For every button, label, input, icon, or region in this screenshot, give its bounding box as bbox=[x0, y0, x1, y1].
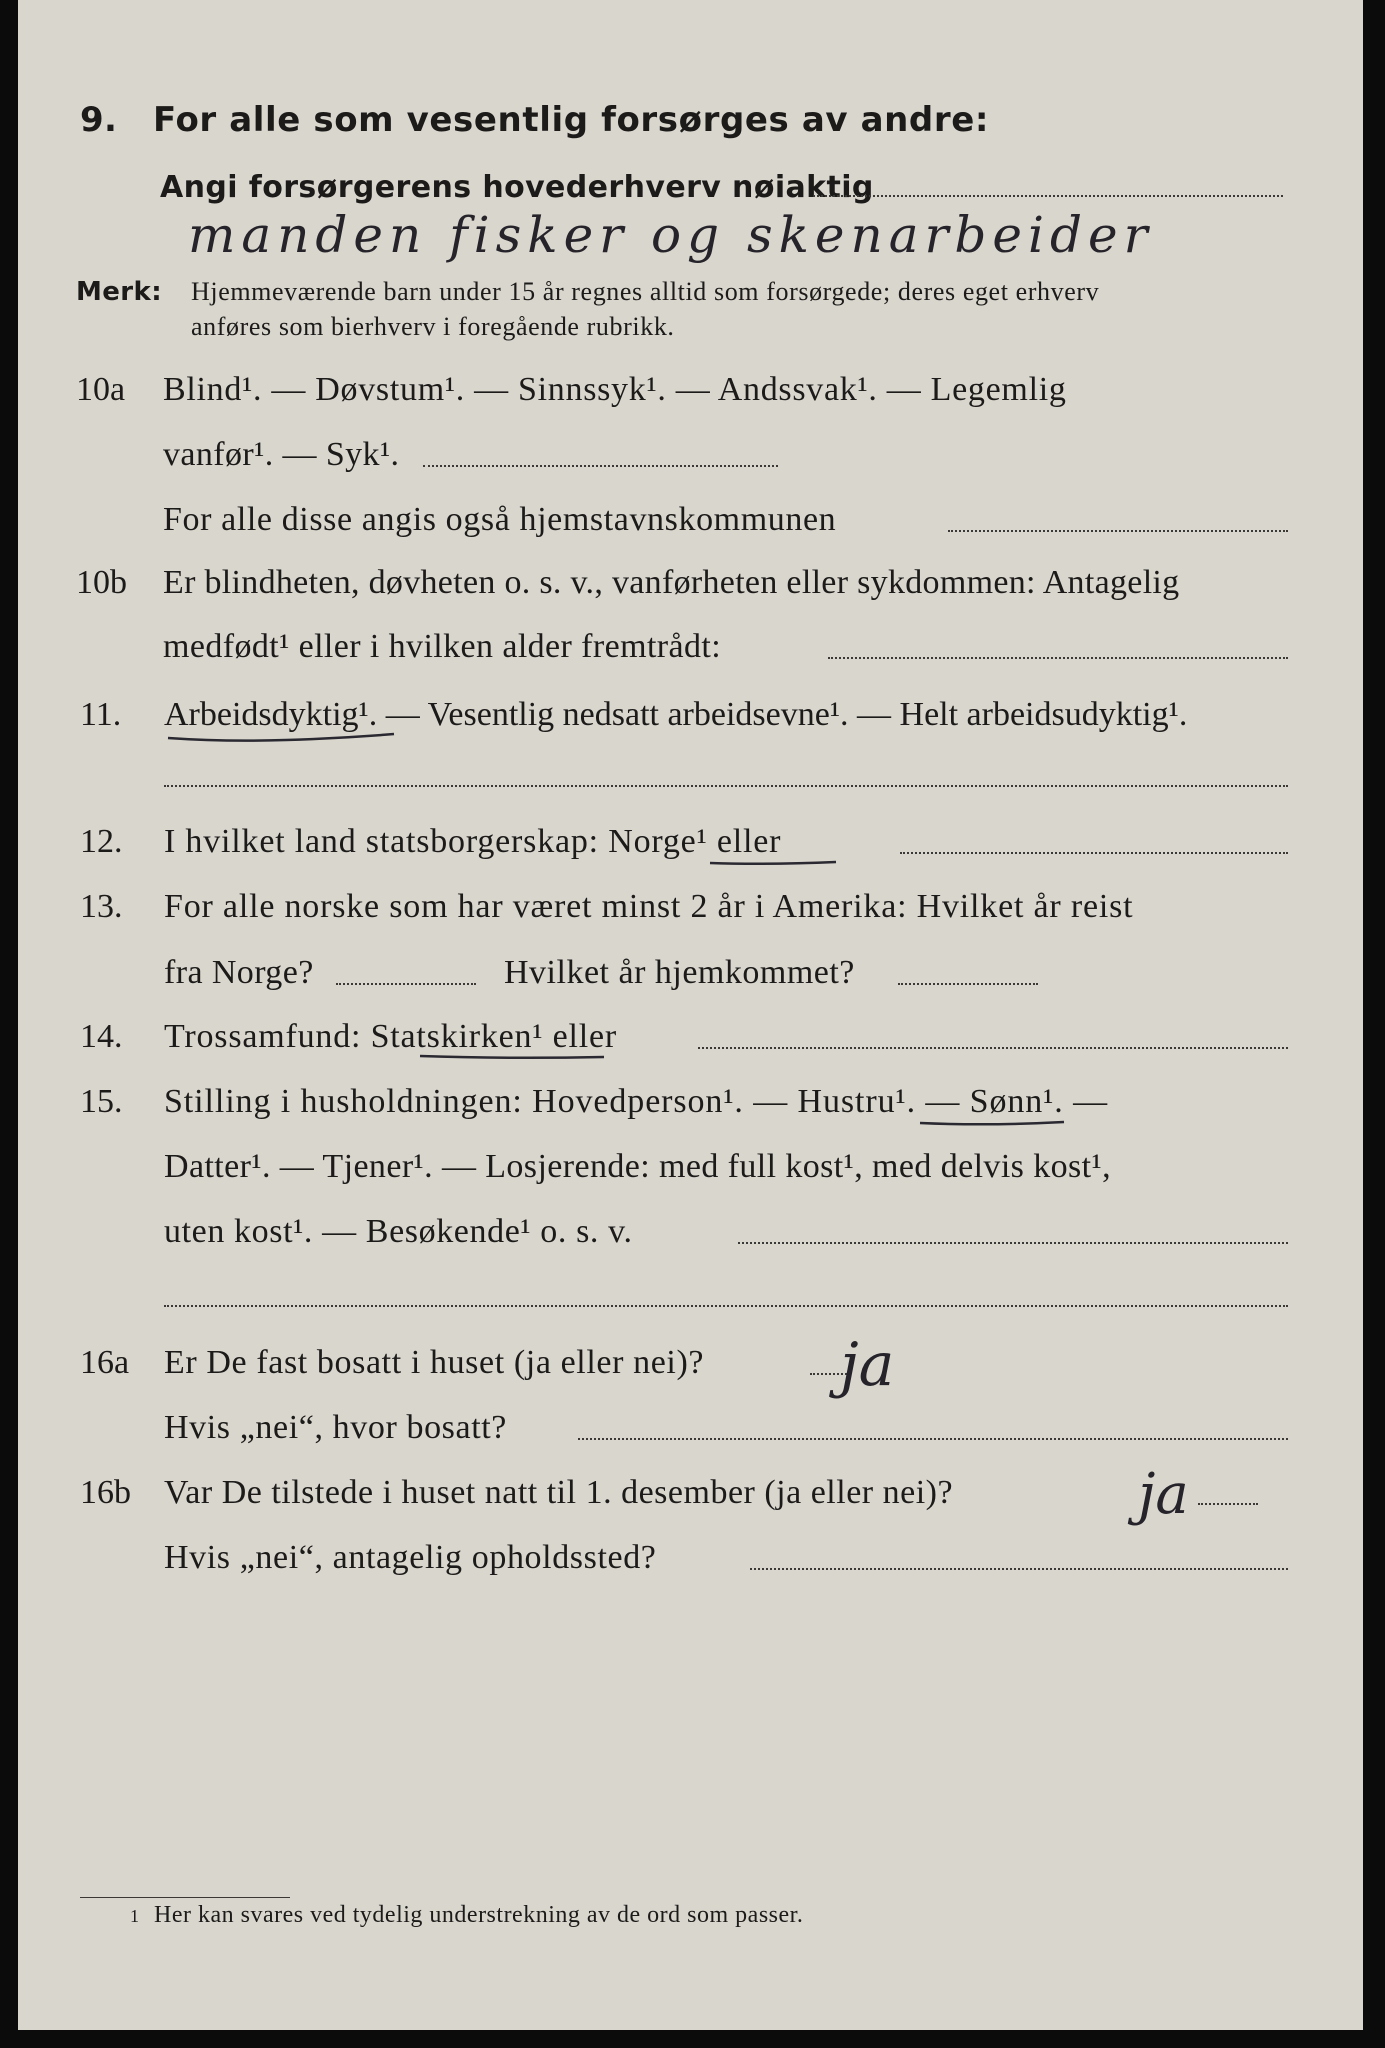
merk-line1: Hjemmeværende barn under 15 år regnes alltid som forsørgede; deres eget erhverv bbox=[191, 277, 1100, 306]
q10b-number: 10b bbox=[76, 564, 127, 601]
q15-dotted-line-2 bbox=[164, 1305, 1288, 1307]
q12-dotted-line bbox=[900, 852, 1288, 854]
q10a-number: 10a bbox=[76, 371, 126, 408]
q11-number: 11. bbox=[80, 696, 122, 733]
q14-number: 14. bbox=[80, 1018, 123, 1055]
q13-line2a: fra Norge? bbox=[164, 954, 314, 991]
q9-dotted-line bbox=[813, 195, 1283, 197]
footnote-text: Her kan svares ved tydelig understrekning av de ord som passer. bbox=[154, 1902, 804, 1928]
q16b-line1: Var De tilstede i huset natt til 1. desember (ja eller nei)? bbox=[164, 1474, 954, 1511]
q14-dotted-line bbox=[698, 1047, 1288, 1049]
q15-line1: Stilling i husholdningen: Hovedperson¹. — Hustru¹. — Sønn¹. — bbox=[164, 1083, 1108, 1120]
q12-number: 12. bbox=[80, 823, 123, 860]
q16b-number: 16b bbox=[80, 1474, 131, 1511]
q9-line1: Angi forsørgerens hovederhverv nøiaktig bbox=[160, 170, 874, 205]
q12-line1: I hvilket land statsborgerskap: Norge¹ eller bbox=[164, 823, 782, 860]
q15-line3: uten kost¹. — Besøkende¹ o. s. v. bbox=[164, 1213, 633, 1250]
q10a-line1: Blind¹. — Døvstum¹. — Sinnssyk¹. — Andssvak¹. — Legemlig bbox=[163, 371, 1067, 408]
footnote-mark: 1 bbox=[130, 1906, 139, 1926]
form-page bbox=[18, 0, 1363, 2030]
q13-line1: For alle norske som har været minst 2 år i Amerika: Hvilket år reist bbox=[164, 888, 1134, 925]
q10b-line1: Er blindheten, døvheten o. s. v., vanførheten eller sykdommen: Antagelig bbox=[163, 564, 1180, 601]
q15-handwritten-underline bbox=[918, 1116, 1068, 1130]
footnote-rule bbox=[80, 1897, 290, 1898]
q16a-line1: Er De fast bosatt i huset (ja eller nei)? bbox=[164, 1344, 705, 1381]
q10b-line2: medfødt¹ eller i hvilken alder fremtrådt: bbox=[163, 628, 722, 665]
merk-label: Merk: bbox=[76, 277, 163, 307]
q14-line1: Trossamfund: Statskirken¹ eller bbox=[164, 1018, 618, 1055]
q10a-line3: For alle disse angis også hjemstavnskommunen bbox=[163, 501, 837, 538]
q15-dotted-line-1 bbox=[738, 1242, 1288, 1244]
q15-line2: Datter¹. — Tjener¹. — Losjerende: med full kost¹, med delvis kost¹, bbox=[164, 1148, 1111, 1185]
q11-dotted-line bbox=[164, 785, 1288, 787]
q9-handwritten-answer: manden fisker og skenarbeider bbox=[188, 206, 1154, 264]
q10b-dotted-line bbox=[828, 657, 1288, 659]
q16a-bosatt-dotted-line bbox=[578, 1438, 1288, 1440]
q16a-line2: Hvis „nei“, hvor bosatt? bbox=[164, 1409, 507, 1446]
q16b-opholdssted-dotted-line bbox=[750, 1568, 1288, 1570]
merk-line2: anføres som bierhverv i foregående rubrikk. bbox=[191, 312, 675, 341]
q16b-line2: Hvis „nei“, antagelig opholdssted? bbox=[164, 1539, 657, 1576]
q13-line2b: Hvilket år hjemkommet? bbox=[504, 954, 855, 991]
q9-number: 9. bbox=[80, 100, 118, 140]
q16a-number: 16a bbox=[80, 1344, 130, 1381]
q16a-handwritten-answer: ja bbox=[840, 1330, 895, 1400]
q10a-syk-dotted-line bbox=[423, 465, 778, 467]
q10a-kommune-dotted-line bbox=[948, 530, 1288, 532]
q13-number: 13. bbox=[80, 888, 123, 925]
q16b-dotted-line bbox=[1198, 1503, 1258, 1505]
q11-handwritten-underline bbox=[166, 728, 396, 748]
q10a-line2: vanfør¹. — Syk¹. bbox=[163, 436, 400, 473]
q13-reist-dotted-line bbox=[336, 983, 476, 985]
q13-hjemkommet-dotted-line bbox=[898, 983, 1038, 985]
q15-number: 15. bbox=[80, 1083, 123, 1120]
q12-handwritten-underline bbox=[708, 856, 838, 870]
q9-heading: For alle som vesentlig forsørges av andre: bbox=[153, 100, 990, 140]
q16b-handwritten-answer: ja bbox=[1138, 1462, 1189, 1527]
q11-line1: Arbeidsdyktig¹. — Vesentlig nedsatt arbeidsevne¹. — Helt arbeidsudyktig¹. bbox=[164, 696, 1188, 733]
q14-handwritten-underline bbox=[418, 1050, 608, 1064]
